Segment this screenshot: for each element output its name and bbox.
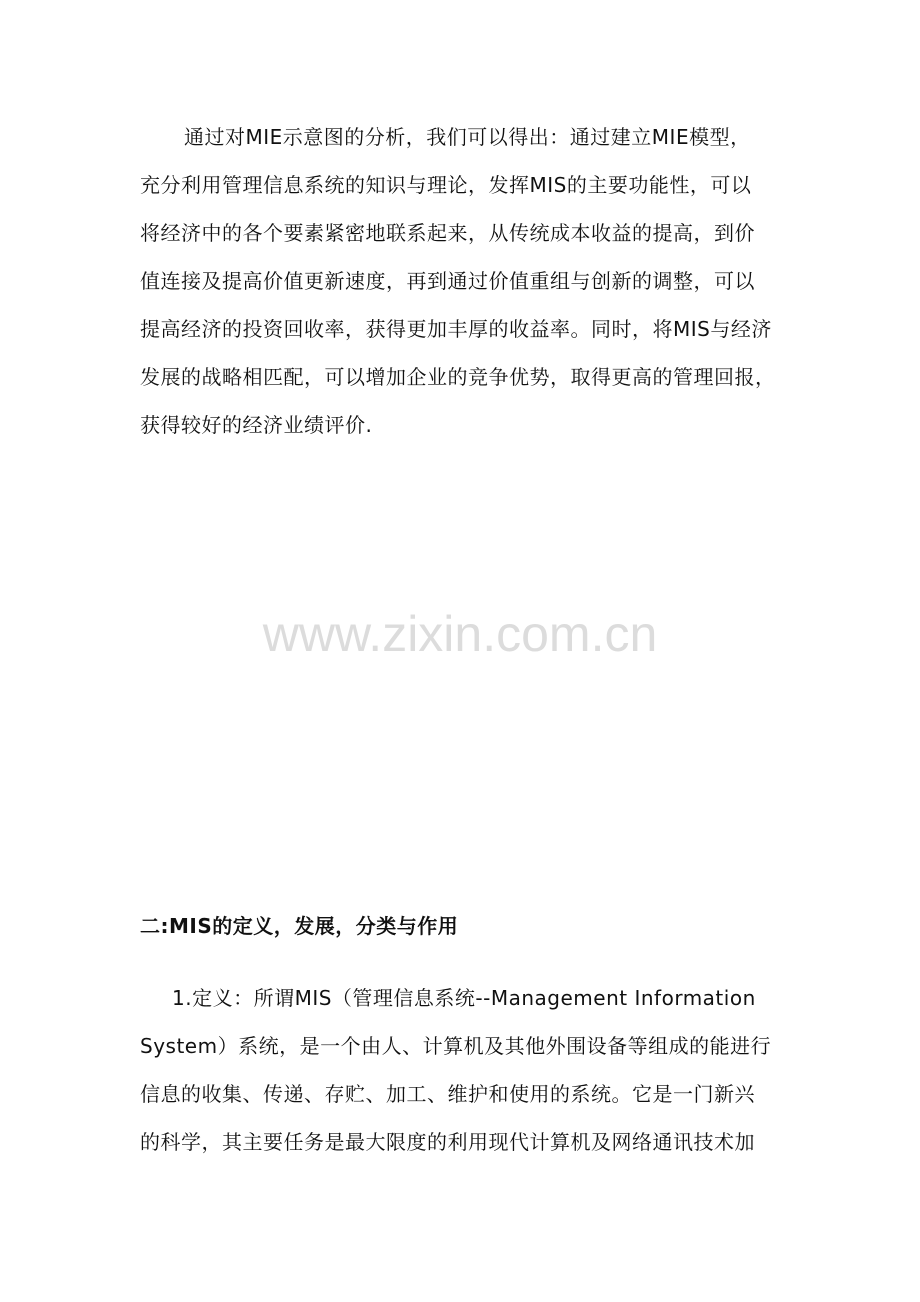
paragraph-2-line-2: System）系统，是一个由人、计算机及其他外围设备等组成的能进行: [140, 1034, 772, 1058]
paragraph-2-line-1: 1.定义：所谓MIS（管理信息系统--Management Information: [172, 986, 756, 1010]
paragraph-1-line-6: 发展的战略相匹配，可以增加企业的竞争优势，取得更高的管理回报，: [140, 365, 776, 389]
paragraph-1-line-2: 充分利用管理信息系统的知识与理论，发挥MIS的主要功能性，可以: [140, 173, 752, 197]
paragraph-1-line-7: 获得较好的经济业绩评价.: [140, 413, 373, 437]
paragraph-1-line-1: 通过对MIE示意图的分析，我们可以得出：通过建立MIE模型，: [184, 125, 751, 149]
paragraph-1-line-4: 值连接及提高价值更新速度，再到通过价值重组与创新的调整，可以: [140, 269, 755, 293]
section-heading: 二:MIS的定义，发展，分类与作用: [140, 914, 459, 938]
paragraph-1-line-5: 提高经济的投资回收率，获得更加丰厚的收益率。同时，将MIS与经济: [140, 317, 772, 341]
paragraph-2-line-3: 信息的收集、传递、存贮、加工、维护和使用的系统。它是一门新兴: [140, 1082, 755, 1106]
paragraph-1-line-3: 将经济中的各个要素紧密地联系起来，从传统成本收益的提高，到价: [140, 221, 755, 245]
watermark-text: www.zixin.com.cn: [262, 606, 658, 662]
paragraph-2-line-4: 的科学，其主要任务是最大限度的利用现代计算机及网络通讯技术加: [140, 1130, 755, 1154]
